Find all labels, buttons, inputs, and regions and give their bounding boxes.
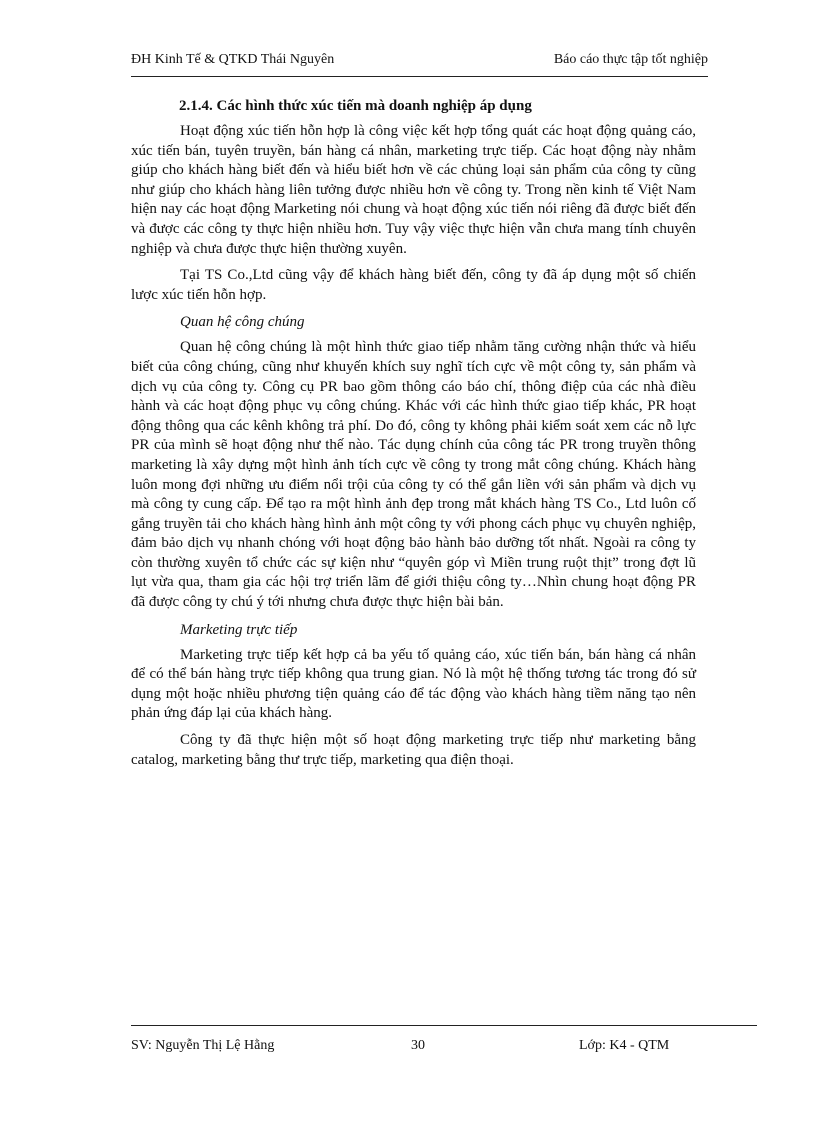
direct-marketing-paragraph-1: Marketing trực tiếp kết hợp cả ba yếu tố quảng cáo, xúc tiến bán, bán hàng cá nhân để có thể bán hàng trực tiếp không qua trung gian. Nó là một hệ thống tương tác trong đó sử dụng một hoặc nhiều phương tiện quảng cáo để tác động vào khách hàng tiềm năng tạo nên phản ứng đáp lại của khách hàng. [131,646,696,722]
footer-student-name: SV: Nguyễn Thị Lệ Hằng [131,1038,275,1053]
intro-paragraph-1: Hoạt động xúc tiến hỗn hợp là công việc kết hợp tổng quát các hoạt động quảng cáo, xúc tiến bán, tuyên truyền, bán hàng cá nhân, marketing trực tiếp. Các hoạt động này nhằm giúp cho khách hàng biết đến và hiểu biết hơn về các chủng loại sản phẩm của công ty cũng như giúp cho khách hàng liên tưởng được nhiều hơn về công ty. Trong nền kinh tế Việt Nam hiện nay các hoạt động Marketing nói chung và hoạt động xúc tiến nói riêng đã được biết đến và được các công ty thực hiện nhiều hơn. Tuy vậy việc thực hiện vẫn chưa mang tính chuyên nghiệp và chưa được thực hiện thường xuyên. [131,123,696,257]
direct-marketing-paragraph-2: Công ty đã thực hiện một số hoạt động marketing trực tiếp như marketing bằng catalog, marketing bằng thư trực tiếp, marketing qua điện thoại. [131,732,696,768]
intro-paragraph-2: Tại TS Co.,Ltd cũng vậy để khách hàng biết đến, công ty đã áp dụng một số chiến lược xúc tiến hỗn hợp. [131,267,696,303]
pr-paragraph: Quan hệ công chúng là một hình thức giao tiếp nhằm tăng cường nhận thức và hiểu biết của công chúng, cũng như khuyến khích suy nghĩ tích cực về một công ty, sản phẩm và dịch vụ của công ty. Công cụ PR bao gồm thông cáo báo chí, thông điệp của các nhà điều hành và các hoạt động phục vụ công chúng. Khác với các hình thức giao tiếp khác, PR hoạt động thông qua các kênh không trả phí. Do đó, công ty không phải kiểm soát xem các nỗ lực PR của mình sẽ hoạt động như thế nào. Tác dụng chính của công tác PR trong truyền thông marketing là xây dựng một hình ảnh tích cực về công ty trong mắt công chúng. Khách hàng luôn mong đợi những ưu điểm nổi trội của công ty có thể gắn liền với sản phẩm và dịch vụ mà công ty cung cấp. Để tạo ra một hình ảnh đẹp trong mắt khách hàng TS Co., Ltd luôn cố gắng truyền tải cho khách hàng hình ảnh một công ty với phong cách phục vụ chuyên nghiệp, đảm bảo dịch vụ nhanh chóng với hoạt động bảo hành bảo dưỡng tốt nhất. Ngoài ra công ty còn thường xuyên tổ chức các sự kiện như “quyên góp vì Miền trung ruột thịt” trong đợt lũ lụt vừa qua, tham gia các hội trợ triển lãm để giới thiệu công ty…Nhìn chung hoạt động PR đã được công ty chú ý tới nhưng chưa được thực hiện bài bản. [131,339,696,611]
header-report-title: Báo cáo thực tập tốt nghiệp [553,52,708,67]
section-heading: 2.1.4. Các hình thức xúc tiến mà doanh nghiệp áp dụng [179,98,532,114]
direct-marketing-subheading: Marketing trực tiếp [180,621,298,638]
footer-class-label: Lớp: K4 - QTM [579,1038,670,1053]
page-footer [131,1025,757,1066]
pr-subheading: Quan hệ công chúng [180,314,305,331]
main-content [131,96,696,777]
header-university: ĐH Kinh Tế & QTKD Thái Nguyên [131,52,335,67]
footer-page-number: 30 [411,1038,425,1053]
page-header [131,52,708,77]
